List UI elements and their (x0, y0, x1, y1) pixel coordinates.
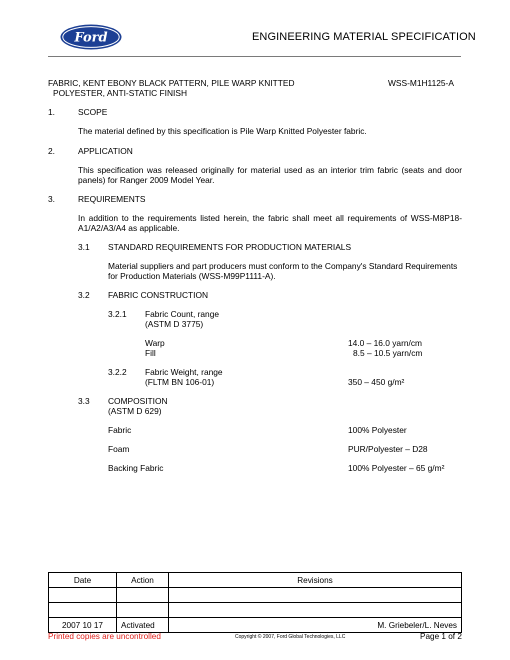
section-3-number: 3. (48, 194, 55, 204)
section-3-2-1-number: 3.2.1 (108, 309, 127, 319)
header-title: ENGINEERING MATERIAL SPECIFICATION (252, 31, 476, 43)
revisions-header: Revisions (169, 573, 462, 588)
doc-title-line2: POLYESTER, ANTI-STATIC FINISH (53, 88, 188, 98)
section-2-heading: APPLICATION (78, 146, 133, 156)
fabric-weight-label: Fabric Weight, range (145, 367, 223, 377)
fabric-count-label: Fabric Count, range (145, 309, 220, 319)
spec-number: WSS-M1H1125-A (388, 78, 454, 88)
action-cell: Activated (117, 618, 169, 633)
table-row (49, 603, 462, 618)
revisions-header-row (49, 573, 462, 588)
date-cell (49, 603, 117, 618)
section-1-number: 1. (48, 107, 55, 117)
section-3-text: In addition to the requirements listed herein, the fabric shall meet all requirements of WSS-M8P18-A1/A2/A3/A4 as applicable. (78, 213, 462, 233)
fabric-count-method: (ASTM D 3775) (145, 319, 204, 329)
section-1-heading: SCOPE (78, 107, 108, 117)
ford-logo (60, 24, 122, 50)
section-3-2-heading: FABRIC CONSTRUCTION (108, 290, 209, 300)
revisions-cell (169, 603, 462, 618)
warp-label: Warp (145, 338, 165, 348)
section-2-text: This specification was released originally for material used as an interior trim fabric (seats and door panels) for Ranger 2009 Model Year. (78, 165, 462, 185)
fabric-weight-value: 350 – 450 g/m² (348, 377, 405, 387)
date-cell: 2007 10 17 (49, 618, 117, 633)
table-row (49, 618, 462, 633)
date-header: Date (49, 573, 117, 588)
header-rule (48, 56, 461, 57)
section-3-2-2-number: 3.2.2 (108, 367, 127, 377)
revisions-cell: M. Griebeler/L. Neves (169, 618, 462, 633)
copyright-notice: Copyright © 2007, Ford Global Technologies, LLC (235, 634, 346, 640)
section-2-number: 2. (48, 146, 55, 156)
warp-value: 14.0 – 16.0 yarn/cm (348, 338, 423, 348)
fabric-weight-method: (FLTM BN 106-01) (145, 377, 215, 387)
uncontrolled-notice: Printed copies are uncontrolled (48, 632, 161, 641)
doc-title-line1: FABRIC, KENT EBONY BLACK PATTERN, PILE WARP KNITTED (48, 78, 295, 88)
fill-label: Fill (145, 348, 156, 358)
action-header: Action (117, 573, 169, 588)
section-3-1-text: Material suppliers and part producers must conform to the Company's Standard Requirements for Production Materials (WSS-M99P1111-A). (108, 261, 458, 281)
ford-logo-text: Ford (74, 30, 108, 46)
composition-label: Foam (108, 444, 130, 454)
section-3-3-heading: COMPOSITION (108, 396, 168, 406)
date-cell (49, 588, 117, 603)
section-3-1-heading: STANDARD REQUIREMENTS FOR PRODUCTION MATERIALS (108, 242, 352, 252)
composition-label: Backing Fabric (108, 463, 164, 473)
revisions-table (48, 572, 462, 633)
composition-value: PUR/Polyester – D28 (348, 444, 428, 454)
section-3-heading: REQUIREMENTS (78, 194, 146, 204)
section-3-1-number: 3.1 (78, 242, 90, 252)
action-cell (117, 588, 169, 603)
section-1-text: The material defined by this specification is Pile Warp Knitted Polyester fabric. (78, 126, 367, 136)
section-3-2-number: 3.2 (78, 290, 90, 300)
page-number: Page 1 of 2 (420, 632, 462, 641)
section-3-3-number: 3.3 (78, 396, 90, 406)
composition-value: 100% Polyester – 65 g/m² (348, 463, 445, 473)
composition-value: 100% Polyester (348, 425, 407, 435)
revisions-cell (169, 588, 462, 603)
action-cell (117, 603, 169, 618)
composition-label: Fabric (108, 425, 132, 435)
fill-value: 8.5 – 10.5 yarn/cm (353, 348, 423, 358)
table-row (49, 588, 462, 603)
composition-method: (ASTM D 629) (108, 406, 162, 416)
